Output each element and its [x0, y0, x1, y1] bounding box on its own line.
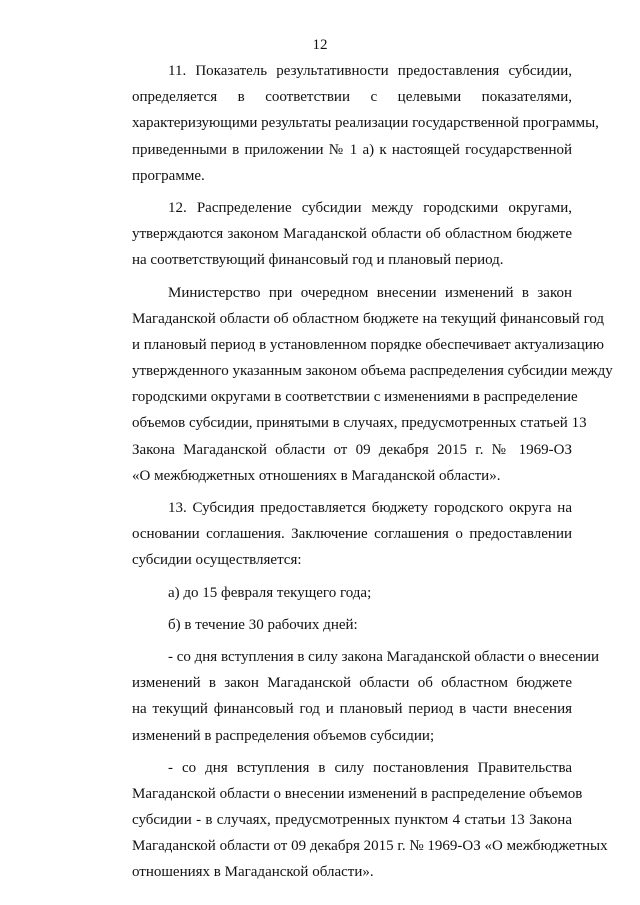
paragraph-item-12 [96, 195, 572, 274]
text-line: характеризующими результаты реализации государственной программы, [132, 115, 599, 132]
text-line: Закона Магаданской области от 09 декабря 2015 г. № 1969-ОЗ [132, 441, 572, 458]
text-line: отношениях в Магаданской области». [132, 864, 374, 881]
paragraph-dash-resolution [96, 755, 608, 886]
text-line: определяется в соответствии с целевыми показателями, [132, 89, 572, 106]
text-line: Магаданской области о внесении изменений в распределение объемов [132, 785, 583, 802]
text-line: б) в течение 30 рабочих дней: [168, 616, 358, 633]
text-line: программе. [132, 167, 205, 184]
paragraph-subitem-a [96, 580, 572, 606]
text-line: городскими округами в соответствии с изменениями в распределение [132, 389, 578, 406]
paragraph-ministry [96, 280, 613, 490]
text-line: и плановый период в установленном порядке обеспечивает актуализацию [132, 336, 604, 353]
text-line: а) до 15 февраля текущего года; [168, 584, 372, 601]
text-line: 11. Показатель результативности предоставления субсидии, [168, 63, 572, 79]
text-line: - со дня вступления в силу постановления Правительства [168, 759, 572, 776]
text-line: субсидии - в случаях, предусмотренных пунктом 4 статьи 13 Закона [132, 812, 572, 829]
text-line: приведенными в приложении № 1 а) к настоящей государственной [132, 141, 572, 158]
paragraph-item-11 [96, 58, 599, 189]
paragraph-dash-law [96, 644, 600, 749]
text-line: объемов субсидии, принятыми в случаях, предусмотренных статьей 13 [132, 415, 587, 432]
text-line: Министерство при очередном внесении изменений в закон [168, 284, 572, 301]
document-body [96, 58, 613, 886]
paragraph-item-13 [96, 495, 572, 574]
text-line: 13. Субсидия предоставляется бюджету городского округа на [168, 500, 572, 516]
text-line: утверждаются законом Магаданской области об областном бюджете [132, 226, 572, 243]
text-line: на соответствующий финансовый год и плановый период. [132, 252, 504, 269]
text-line: изменений в распределения объемов субсидии; [132, 727, 435, 744]
text-line: субсидии осуществляется: [132, 552, 302, 569]
text-line: Магаданской области от 09 декабря 2015 г. № 1969-ОЗ «О межбюджетных [132, 838, 608, 855]
text-line: изменений в закон Магаданской области об областном бюджете [132, 675, 572, 692]
text-line: - со дня вступления в силу закона Магаданской области о внесении [168, 648, 600, 665]
text-line: основании соглашения. Заключение соглашения о предоставлении [132, 526, 572, 543]
text-line: на текущий финансовый год и плановый период в части внесения [132, 701, 572, 718]
text-line: Магаданской области об областном бюджете на текущий финансовый год [132, 310, 605, 327]
text-line: 12. Распределение субсидии между городскими округами, [168, 199, 572, 216]
text-line: «О межбюджетных отношениях в Магаданской области». [132, 467, 501, 484]
paragraph-subitem-b [96, 612, 572, 638]
page-number: 12 [312, 37, 328, 53]
text-line: утвержденного указанным законом объема распределения субсидии между [132, 363, 613, 380]
